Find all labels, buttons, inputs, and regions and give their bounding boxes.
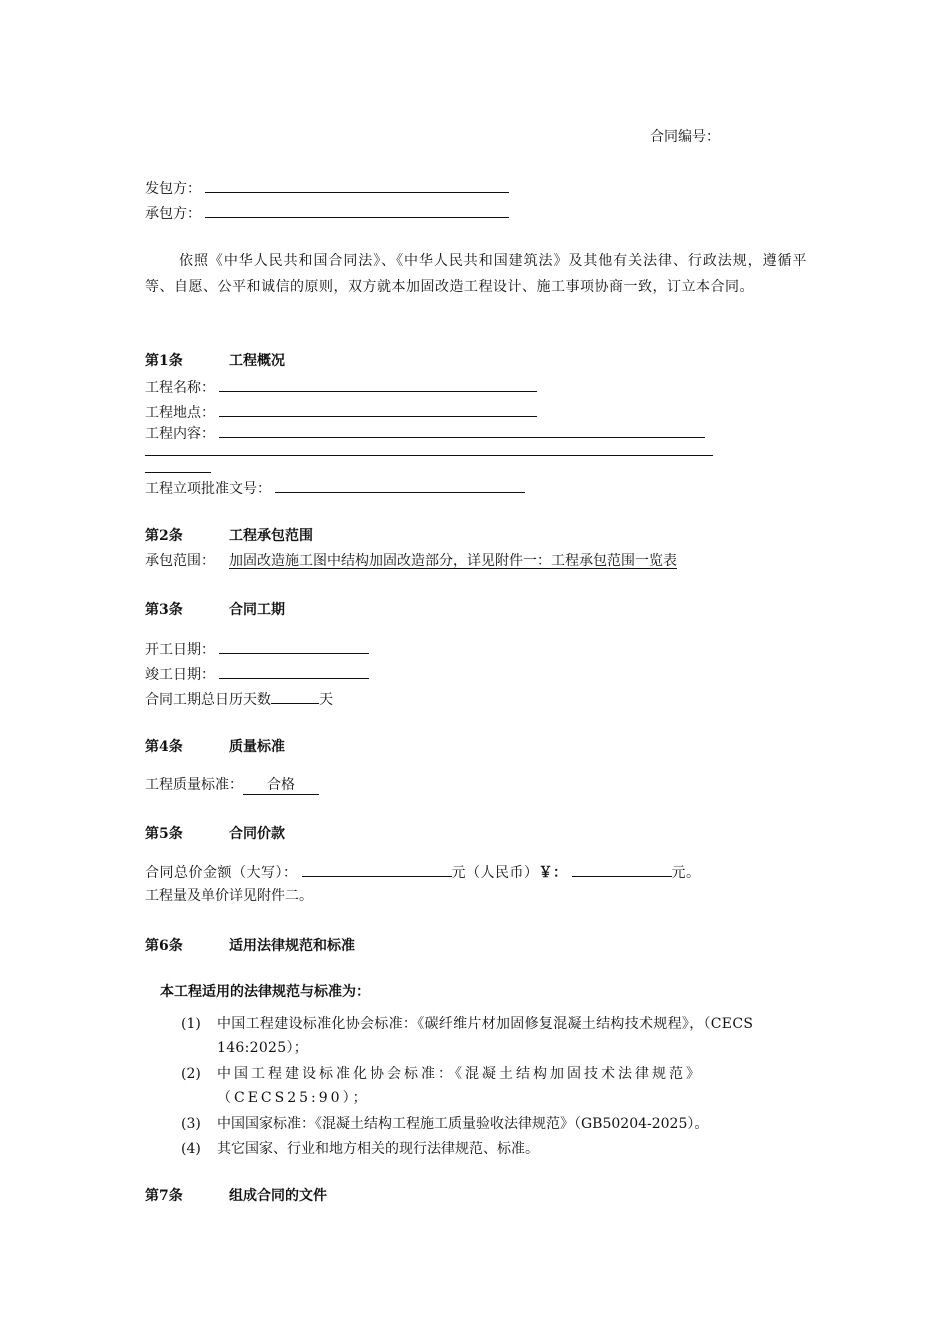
project-location-row xyxy=(145,402,537,422)
party-b-field[interactable] xyxy=(205,203,509,218)
scope-label: 承包范围： xyxy=(145,553,215,569)
article-5-heading xyxy=(145,825,285,843)
article-3-number: 第3条 xyxy=(145,602,183,618)
project-content-field[interactable] xyxy=(219,423,705,438)
standard-item-index: (4) xyxy=(181,1141,201,1157)
quality-row xyxy=(145,776,319,795)
project-content-label: 工程内容： xyxy=(145,426,215,442)
standard-item xyxy=(181,1062,807,1110)
project-content-line-3[interactable] xyxy=(145,472,211,473)
price-yen-label: ￥： xyxy=(538,865,568,881)
scope-row xyxy=(145,552,677,570)
price-note: 工程量及单价详见附件二。 xyxy=(145,888,313,904)
start-date-field[interactable] xyxy=(219,639,369,654)
article-6-number: 第6条 xyxy=(145,938,183,954)
standard-item-index: (1) xyxy=(181,1016,201,1032)
approval-number-label: 工程立项批准文号： xyxy=(145,481,271,497)
party-a-label: 发包方： xyxy=(145,181,201,197)
total-days-unit: 天 xyxy=(319,692,333,708)
article-4-heading xyxy=(145,738,285,756)
project-name-row xyxy=(145,377,537,397)
project-location-field[interactable] xyxy=(219,402,537,417)
party-b-label: 承包方： xyxy=(145,206,201,222)
party-a-row xyxy=(145,178,509,198)
start-date-label: 开工日期： xyxy=(145,642,215,658)
price-words-field[interactable] xyxy=(302,862,452,877)
total-days-row xyxy=(145,689,333,709)
standard-item-text: 中国工程建设标准化协会标准：《碳纤维片材加固修复混凝土结构技术规程》，（CECS 146:2025）； xyxy=(217,1016,754,1056)
standard-item-index: (3) xyxy=(181,1116,201,1132)
article-5-title: 合同价款 xyxy=(229,826,285,842)
party-b-row xyxy=(145,203,509,223)
intro-paragraph: 依照《中华人民共和国合同法》、《中华人民共和国建筑法》及其他有关法律、行政法规，遵循平等、自愿、公平和诚信的原则，双方就本加固改造工程设计、施工事项协商一致，订立本合同。 xyxy=(145,253,807,295)
project-name-field[interactable] xyxy=(219,377,537,392)
total-days-field[interactable] xyxy=(271,689,319,704)
standard-item xyxy=(181,1012,807,1060)
scope-value: 加固改造施工图中结构加固改造部分，详见附件一：工程承包范围一览表 xyxy=(229,553,677,569)
standard-item-text: 其它国家、行业和地方相关的现行法律规范、标准。 xyxy=(217,1141,539,1157)
article-7-title: 组成合同的文件 xyxy=(229,1188,327,1204)
total-days-label: 合同工期总日历天数 xyxy=(145,692,271,708)
article-3-title: 合同工期 xyxy=(229,602,285,618)
article-2-number: 第2条 xyxy=(145,528,183,544)
end-date-row xyxy=(145,664,369,684)
contract-price-row xyxy=(145,862,701,882)
standard-item xyxy=(181,1137,807,1161)
article-7-number: 第7条 xyxy=(145,1188,183,1204)
price-words-label: 合同总价金额（大写）： xyxy=(145,865,298,881)
article-3-heading xyxy=(145,601,285,619)
project-location-label: 工程地点： xyxy=(145,405,215,421)
price-figure-field[interactable] xyxy=(572,862,672,877)
article-2-heading xyxy=(145,527,313,545)
quality-value: 合格 xyxy=(243,776,319,795)
standard-item-index: (2) xyxy=(181,1066,201,1082)
approval-number-row xyxy=(145,478,525,498)
article-7-heading xyxy=(145,1187,327,1205)
article-5-number: 第5条 xyxy=(145,826,183,842)
standards-intro: 本工程适用的法律规范与标准为： xyxy=(160,984,370,1000)
start-date-row xyxy=(145,639,369,659)
standard-item-text: 中国工程建设标准化协会标准：《混凝土结构加固技术法律规范》（CECS25:90）； xyxy=(217,1066,703,1106)
standard-item-text: 中国国家标准：《混凝土结构工程施工质量验收法律规范》（GB50204-2025）。 xyxy=(217,1116,709,1132)
article-1-number: 第1条 xyxy=(145,353,183,369)
article-1-heading xyxy=(145,352,285,370)
article-1-title: 工程概况 xyxy=(229,353,285,369)
project-content-line-2[interactable] xyxy=(145,455,713,456)
contract-number-label: 合同编号： xyxy=(650,129,720,145)
article-2-title: 工程承包范围 xyxy=(229,528,313,544)
price-yuan-label: 元。 xyxy=(671,865,701,881)
end-date-label: 竣工日期： xyxy=(145,667,215,683)
approval-number-field[interactable] xyxy=(275,478,525,493)
quality-label: 工程质量标准： xyxy=(145,777,243,793)
article-4-title: 质量标准 xyxy=(229,739,285,755)
project-content-row xyxy=(145,423,705,443)
party-a-field[interactable] xyxy=(205,178,509,193)
project-name-label: 工程名称： xyxy=(145,380,215,396)
standard-item xyxy=(181,1112,837,1136)
article-6-heading xyxy=(145,937,355,955)
price-rmb-label: 元（人民币） xyxy=(451,865,539,881)
article-4-number: 第4条 xyxy=(145,739,183,755)
article-6-title: 适用法律规范和标准 xyxy=(229,938,355,954)
end-date-field[interactable] xyxy=(219,664,369,679)
